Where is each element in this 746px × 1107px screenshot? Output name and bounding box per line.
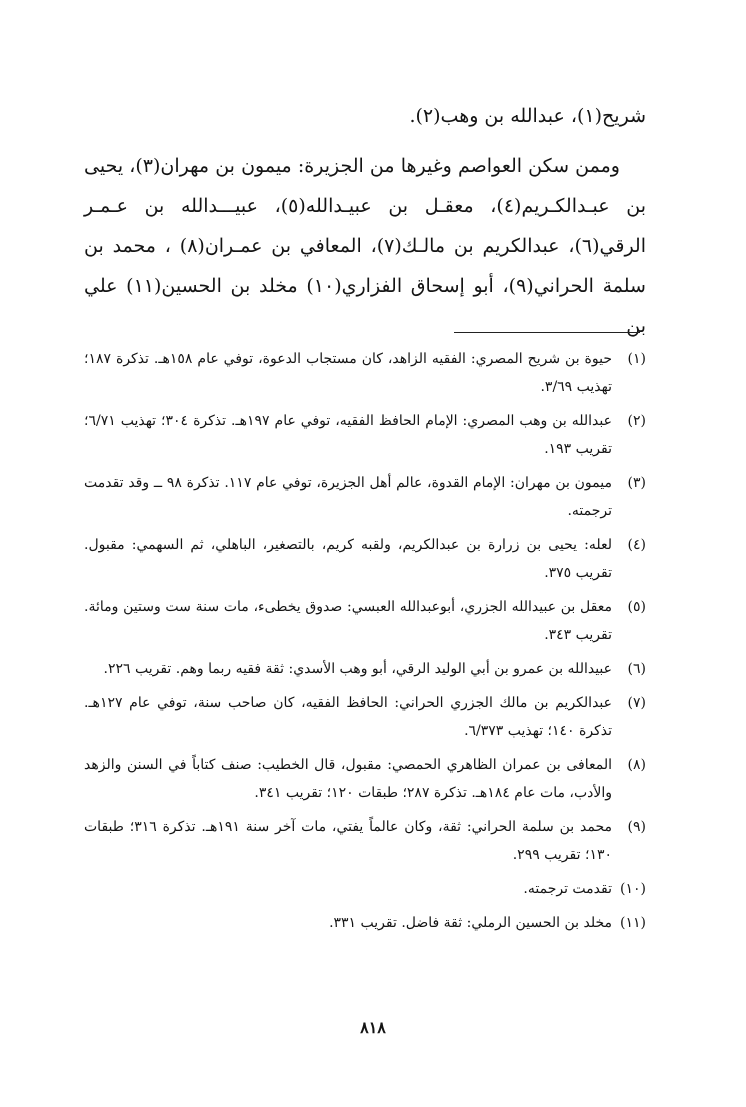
footnote-text: عبدالله بن وهب المصري: الإمام الحافظ الفقيه، توفي عام ١٩٧هـ. تذكرة ٣٠٤؛ تهذيب ٦/٧١؛ تقريب ١٩٣. [84, 413, 612, 457]
footnote-number: (١٠) [620, 881, 646, 897]
footnote [84, 689, 646, 745]
footnote-number: (٧) [627, 695, 646, 711]
footnote-text: محمد بن سلمة الحراني: ثقة، وكان عالماً يفتي، مات آخر سنة ١٩١هـ. تذكرة ٣١٦؛ طبقات ١٣٠؛ تقريب ٢٩٩. [84, 819, 613, 863]
footnote [84, 593, 646, 649]
footnote-number: (٨) [627, 757, 646, 773]
footnote-number: (٣) [627, 475, 646, 491]
footnote [84, 813, 646, 869]
footnote [84, 655, 646, 683]
footnote [84, 531, 646, 587]
footnotes [84, 345, 646, 943]
main-text [84, 96, 646, 346]
footnote [84, 751, 646, 807]
footnote [84, 345, 646, 401]
footnote-text: لعله: يحيى بن زرارة بن عبدالكريم، ولقبه كريم، بالتصغير، الباهلي، ثم السهمي: مقبول. تقريب ٣٧٥. [84, 537, 612, 581]
footnote-number: (١١) [620, 915, 646, 931]
footnote [84, 909, 646, 937]
footnote-number: (٢) [627, 413, 646, 429]
footnote-text: مخلد بن الحسين الرملي: ثقة فاضل. تقريب ٣٣١. [329, 915, 612, 931]
page-number: ٨١٨ [360, 1018, 386, 1037]
footnote-number: (٩) [627, 819, 646, 835]
footnote-divider [454, 332, 640, 333]
footnote [84, 407, 646, 463]
footnote [84, 469, 646, 525]
main-paragraph-2: وممن سكن العواصم وغيرها من الجزيرة: ميمون بن مهران(٣)، يحيى بن عبـدالكـريم(٤)، معقـل بن عبيـدالله(٥)، عبيـــدالله بن عـمـر الرقي(٦)، عبدالكريم بن مالـك(٧)، المعافي بن عمـران(٨) ، محمد بن سلمة الحراني(٩)، أبو إسحاق الفزاري(١٠) مخلد بن الحسين(١١) علي بن [84, 155, 646, 337]
main-paragraph-1: شريح(١)، عبدالله بن وهب(٢). [409, 105, 646, 127]
footnote-text: عبدالكريم بن مالك الجزري الحراني: الحافظ الفقيه، كان صاحب سنة، توفي عام ١٢٧هـ. تذكرة ١٤٠؛ تهذيب ٦/٣٧٣. [84, 695, 612, 739]
footnote-number: (١) [627, 351, 646, 367]
footnote-text: عبيدالله بن عمرو بن أبي الوليد الرقي، أبو وهب الأسدي: ثقة فقيه ربما وهم. تقريب ٢٢٦. [103, 661, 612, 677]
footnote-text: المعافى بن عمران الظاهري الحمصي: مقبول، قال الخطيب: صنف كتاباً في السنن والزهد والأدب، مات عام ١٨٤هـ. تذكرة ٢٨٧؛ طبقات ١٢٠؛ تقريب ٣٤١. [84, 757, 612, 801]
footnote-number: (٥) [627, 599, 646, 615]
footnote-text: تقدمت ترجمته. [523, 881, 612, 897]
footnote-text: حيوة بن شريح المصري: الفقيه الزاهد، كان مستجاب الدعوة، توفي عام ١٥٨هـ. تذكرة ١٨٧؛ تهذيب ٣/٦٩. [84, 351, 613, 395]
footnote-text: معقل بن عبيدالله الجزري، أبوعبدالله العبسي: صدوق يخطىء، مات سنة ست وستين ومائة. تقريب ٣٤٣. [84, 599, 612, 643]
footnote-number: (٦) [627, 661, 646, 677]
footnote [84, 875, 646, 903]
footnote-number: (٤) [627, 537, 646, 553]
footnote-text: ميمون بن مهران: الإمام القدوة، عالم أهل الجزيرة، توفي عام ١١٧. تذكرة ٩٨ ــ وقد تقدمت ترجمته. [84, 475, 612, 519]
